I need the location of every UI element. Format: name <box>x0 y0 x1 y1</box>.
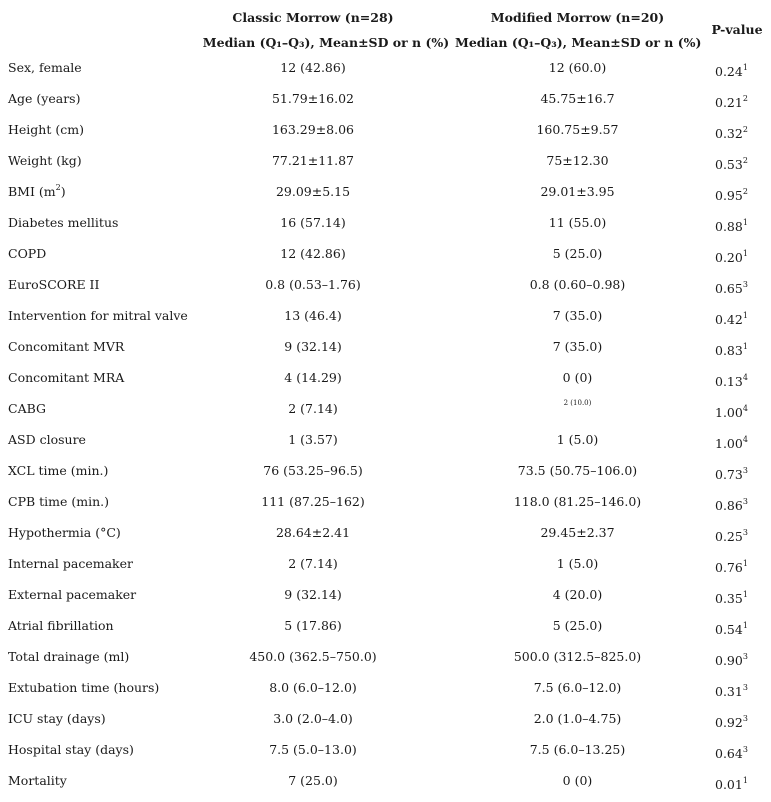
p-value: 0.20$^1$ <box>715 249 748 265</box>
row-label <box>8 618 114 633</box>
p-value: 0.76$^1$ <box>715 559 748 575</box>
classic-morrow-value: 2 (7.14) <box>288 401 338 416</box>
p-value-test-superscript: 1 <box>742 63 748 72</box>
row-label <box>8 401 46 416</box>
modified-morrow-value: 1 (5.0) <box>556 556 599 571</box>
table-row <box>0 145 771 176</box>
row-label <box>8 60 82 75</box>
row-label <box>8 711 106 726</box>
table-row <box>0 610 771 641</box>
row-label-text: ICU stay (days) <box>8 711 106 726</box>
modified-morrow-value: 7 (35.0) <box>552 339 603 354</box>
modified-morrow-value: 73.5 (50.75–106.0) <box>517 463 638 478</box>
p-value: 1.00$^4$ <box>715 404 748 420</box>
table-row <box>0 238 771 269</box>
row-label-text: Diabetes mellitus <box>8 215 119 230</box>
row-label <box>8 587 136 602</box>
classic-morrow-value: 2 (7.14) <box>288 556 338 571</box>
row-label-text: Extubation time (hours) <box>8 680 160 695</box>
row-label-text: Hospital stay (days) <box>8 742 134 757</box>
row-label-end: ) <box>60 184 66 199</box>
header-modified-stat-type: Median (Q₁–Q₃), Mean±SD or n (%) <box>455 35 702 50</box>
classic-morrow-value: 3.0 (2.0–4.0) <box>273 711 353 726</box>
p-value: 1.00$^4$ <box>715 435 748 451</box>
table-row <box>0 269 771 300</box>
classic-morrow-value: 7.5 (5.0–13.0) <box>269 742 357 757</box>
p-value-test-superscript: 1 <box>742 342 748 351</box>
classic-morrow-value: 111 (87.25–162) <box>261 494 365 509</box>
classic-morrow-value: 76 (53.25–96.5) <box>263 463 363 478</box>
classic-morrow-value: 51.79±16.02 <box>271 91 355 106</box>
p-value: 0.35$^1$ <box>715 590 748 606</box>
row-label-text: Weight (kg) <box>8 153 82 168</box>
classic-morrow-value: 8.0 (6.0–12.0) <box>269 680 357 695</box>
row-label <box>8 370 124 385</box>
table-header <box>0 6 771 54</box>
p-value: 0.88$^1$ <box>715 218 748 234</box>
modified-morrow-value: 500.0 (312.5–825.0) <box>513 649 642 664</box>
p-value-test-superscript: 2 <box>742 187 748 196</box>
p-value: 0.53$^2$ <box>715 156 748 172</box>
p-value-test-superscript: 3 <box>742 652 748 661</box>
row-label-superscript: 2 <box>55 183 61 192</box>
row-label-text: Sex, female <box>8 60 82 75</box>
p-value-test-superscript: 3 <box>742 280 748 289</box>
modified-morrow-value: 45.75±16.7 <box>540 91 615 106</box>
header-p-value: P-value <box>711 22 763 37</box>
modified-morrow-value: 29.45±2.37 <box>540 525 615 540</box>
p-value-test-superscript: 3 <box>742 714 748 723</box>
row-label <box>8 246 46 261</box>
table-row <box>0 207 771 238</box>
row-label-text: Mortality <box>8 773 67 788</box>
row-label <box>8 742 134 757</box>
classic-morrow-value: 28.64±2.41 <box>275 525 351 540</box>
table-row <box>0 486 771 517</box>
row-label-text: Age (years) <box>8 91 81 106</box>
table-row <box>0 579 771 610</box>
modified-morrow-value: 7.5 (6.0–13.25) <box>529 742 626 757</box>
p-value: 0.32$^2$ <box>715 125 748 141</box>
p-value-test-superscript: 4 <box>742 373 748 382</box>
header-modified-morrow: Modified Morrow (n=20) <box>490 10 665 25</box>
row-label-text: CABG <box>8 401 46 416</box>
p-value-test-superscript: 3 <box>742 466 748 475</box>
table-row <box>0 362 771 393</box>
row-label <box>8 649 129 664</box>
p-value: 0.01$^1$ <box>715 776 748 792</box>
modified-morrow-value: 29.01±3.95 <box>540 184 615 199</box>
table-row <box>0 455 771 486</box>
modified-morrow-value: 11 (55.0) <box>548 215 607 230</box>
row-label-text: Total drainage (ml) <box>8 649 130 664</box>
row-label <box>8 91 80 106</box>
row-label-text: Atrial fibrillation <box>8 618 114 633</box>
p-value-test-superscript: 4 <box>742 435 748 444</box>
classic-morrow-value: 9 (32.14) <box>284 339 342 354</box>
table-row <box>0 331 771 362</box>
row-label <box>8 308 188 323</box>
modified-morrow-value: 7 (35.0) <box>552 308 603 323</box>
p-value: 0.25$^3$ <box>715 528 748 544</box>
p-value-test-superscript: 2 <box>742 156 748 165</box>
modified-morrow-value: 160.75±9.57 <box>536 122 619 137</box>
row-label-text: BMI (m <box>8 184 56 199</box>
modified-morrow-value: 2 (10.0) <box>563 399 592 407</box>
classic-morrow-value: 29.09±5.15 <box>275 184 351 199</box>
p-value: 0.95$^2$ <box>715 187 748 203</box>
row-label <box>8 494 109 509</box>
header-classic-morrow: Classic Morrow (n=28) <box>232 10 394 25</box>
p-value-test-superscript: 1 <box>742 218 748 227</box>
classic-morrow-value: 16 (57.14) <box>280 215 346 230</box>
row-label <box>8 525 121 540</box>
modified-morrow-value: 0 (0) <box>562 370 593 385</box>
table-row <box>0 517 771 548</box>
table-row <box>0 765 771 796</box>
p-value-test-superscript: 3 <box>742 528 748 537</box>
row-label-text: COPD <box>8 246 47 261</box>
table-row <box>0 734 771 765</box>
modified-morrow-value: 0.8 (0.60–0.98) <box>529 277 626 292</box>
p-value-test-superscript: 1 <box>742 249 748 258</box>
row-label-text: External pacemaker <box>8 587 137 602</box>
classic-morrow-value: 163.29±8.06 <box>271 122 355 137</box>
table-body <box>0 52 771 796</box>
row-label-text: Hypothermia (°C) <box>8 525 121 540</box>
p-value-test-superscript: 3 <box>742 683 748 692</box>
row-label-text: Concomitant MVR <box>8 339 125 354</box>
classic-morrow-value: 9 (32.14) <box>284 587 342 602</box>
table-row <box>0 114 771 145</box>
p-value-test-superscript: 2 <box>742 125 748 134</box>
row-label <box>8 432 86 447</box>
modified-morrow-value: 1 (5.0) <box>556 432 599 447</box>
p-value-test-superscript: 1 <box>742 621 748 630</box>
row-label <box>8 184 66 199</box>
table-row <box>0 300 771 331</box>
p-value-test-superscript: 1 <box>742 776 748 785</box>
p-value: 0.83$^1$ <box>715 342 748 358</box>
p-value-test-superscript: 1 <box>742 559 748 568</box>
row-label-text: Height (cm) <box>8 122 84 137</box>
modified-morrow-value: 5 (25.0) <box>552 618 603 633</box>
p-value-test-superscript: 4 <box>742 404 748 413</box>
p-value: 0.65$^3$ <box>715 280 748 296</box>
p-value-test-superscript: 3 <box>742 497 748 506</box>
header-classic-stat-type: Median (Q₁–Q₃), Mean±SD or n (%) <box>202 35 450 50</box>
table-row <box>0 424 771 455</box>
p-value: 0.73$^3$ <box>715 466 748 482</box>
row-label <box>8 773 67 788</box>
table-row <box>0 176 771 207</box>
row-label <box>8 463 108 478</box>
classic-morrow-value: 12 (42.86) <box>280 246 346 261</box>
row-label <box>8 680 159 695</box>
p-value-test-superscript: 3 <box>742 745 748 754</box>
modified-morrow-value: 7.5 (6.0–12.0) <box>533 680 622 695</box>
row-label-text: Internal pacemaker <box>8 556 133 571</box>
p-value: 0.92$^3$ <box>715 714 748 730</box>
p-value: 0.31$^3$ <box>715 683 748 699</box>
row-label <box>8 556 133 571</box>
classic-morrow-value: 77.21±11.87 <box>271 153 355 168</box>
classic-morrow-value: 5 (17.86) <box>284 618 342 633</box>
modified-morrow-value: 4 (20.0) <box>552 587 603 602</box>
modified-morrow-value: 5 (25.0) <box>552 246 603 261</box>
classic-morrow-value: 12 (42.86) <box>280 60 346 75</box>
modified-morrow-value: 118.0 (81.25–146.0) <box>513 494 642 509</box>
p-value-test-superscript: 2 <box>742 94 748 103</box>
p-value-test-superscript: 1 <box>742 590 748 599</box>
row-label-text: Intervention for mitral valve <box>8 308 188 323</box>
p-value-test-superscript: 1 <box>742 311 748 320</box>
p-value: 0.54$^1$ <box>715 621 748 637</box>
classic-morrow-value: 13 (46.4) <box>284 308 342 323</box>
row-label-text: XCL time (min.) <box>8 463 109 478</box>
row-label-text: ASD closure <box>8 432 86 447</box>
row-label-text: CPB time (min.) <box>8 494 110 509</box>
row-label <box>8 277 99 292</box>
row-label-text: Concomitant MRA <box>8 370 125 385</box>
table-row <box>0 393 771 424</box>
table-row <box>0 641 771 672</box>
row-label <box>8 215 118 230</box>
classic-morrow-value: 0.8 (0.53–1.76) <box>265 277 361 292</box>
p-value: 0.21$^2$ <box>715 94 748 110</box>
row-label-text: EuroSCORE II <box>8 277 100 292</box>
classic-morrow-value: 450.0 (362.5–750.0) <box>249 649 377 664</box>
table-row <box>0 548 771 579</box>
table-row <box>0 52 771 83</box>
classic-morrow-value: 4 (14.29) <box>284 370 342 385</box>
p-value: 0.64$^3$ <box>715 745 748 761</box>
modified-morrow-value: 75±12.30 <box>546 153 609 168</box>
p-value: 0.24$^1$ <box>715 63 748 79</box>
table-row <box>0 672 771 703</box>
p-value: 0.86$^3$ <box>715 497 748 513</box>
classic-morrow-value: 7 (25.0) <box>288 773 338 788</box>
p-value: 0.42$^1$ <box>715 311 748 327</box>
classic-morrow-value: 1 (3.57) <box>288 432 338 447</box>
p-value: 0.90$^3$ <box>715 652 748 668</box>
modified-morrow-value: 12 (60.0) <box>548 60 607 75</box>
row-label <box>8 122 84 137</box>
p-value: 0.13$^4$ <box>715 373 748 389</box>
row-label <box>8 153 82 168</box>
row-label <box>8 339 124 354</box>
modified-morrow-value: 0 (0) <box>562 773 593 788</box>
table-row <box>0 83 771 114</box>
modified-morrow-value: 2.0 (1.0–4.75) <box>533 711 622 726</box>
table-row <box>0 703 771 734</box>
